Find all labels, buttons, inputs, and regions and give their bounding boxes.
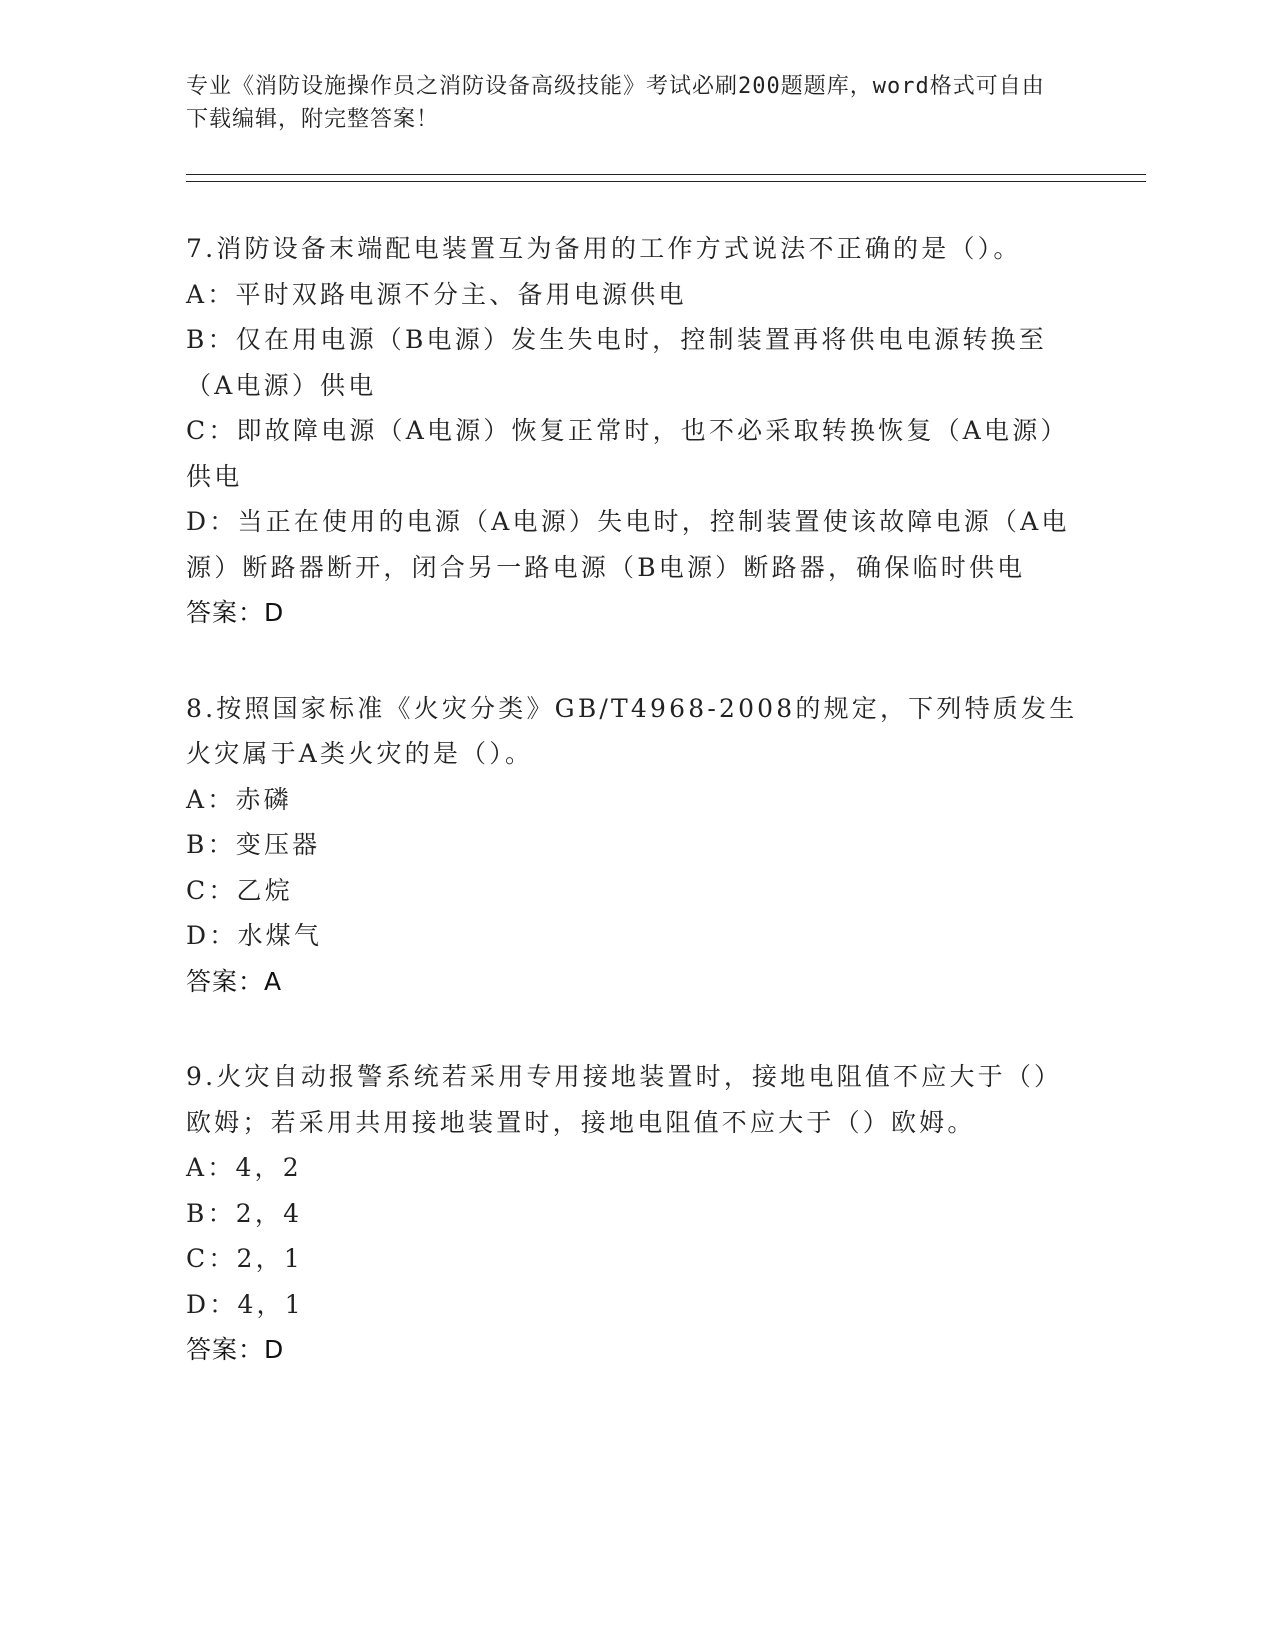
question-item	[186, 1054, 1086, 1373]
option-b: B：2，4	[186, 1198, 303, 1228]
question-stem: 7.消防设备末端配电装置互为备用的工作方式说法不正确的是（）。	[186, 234, 1022, 263]
answer: 答案：A	[186, 966, 283, 996]
option-a: A：4，2	[186, 1153, 302, 1182]
option-c: C：2，1	[186, 1244, 303, 1273]
option-a: A：赤磷	[186, 784, 292, 814]
option-b: B：变压器	[186, 830, 321, 859]
option-d: D：当正在使用的电源（A电源）失电时，控制装置使该故障电源（A电源）断路器断开，闭合另一路电源（B电源）断路器，确保临时供电	[186, 507, 1070, 582]
option-c: C：即故障电源（A电源）恢复正常时，也不必采取转换恢复（A电源）供电	[186, 416, 1069, 491]
question-item	[186, 226, 1086, 636]
question-stem: 9.火灾自动报警系统若采用专用接地装置时，接地电阻值不应大于（）欧姆；若采用共用接地装置时，接地电阻值不应大于（）欧姆。	[186, 1062, 1063, 1137]
answer: 答案：D	[186, 1335, 285, 1364]
answer: 答案：D	[186, 598, 285, 627]
document-page	[186, 70, 1146, 1423]
option-a: A：平时双路电源不分主、备用电源供电	[186, 279, 687, 309]
option-c: C：乙烷	[186, 875, 293, 905]
header-divider	[186, 174, 1146, 182]
option-d: D：水煤气	[186, 921, 323, 950]
document-header: 专业《消防设施操作员之消防设备高级技能》考试必刷200题题库，word格式可自由下载编辑，附完整答案！	[186, 74, 1045, 132]
question-stem: 8.按照国家标准《火灾分类》GB/T4968-2008的规定，下列特质发生火灾属于A类火灾的是（）。	[186, 693, 1078, 768]
question-list	[186, 226, 1146, 1373]
option-d: D：4，1	[186, 1289, 304, 1319]
question-item	[186, 686, 1086, 1005]
option-b: B：仅在用电源（B电源）发生失电时，控制装置再将供电电源转换至（A电源）供电	[186, 325, 1047, 400]
